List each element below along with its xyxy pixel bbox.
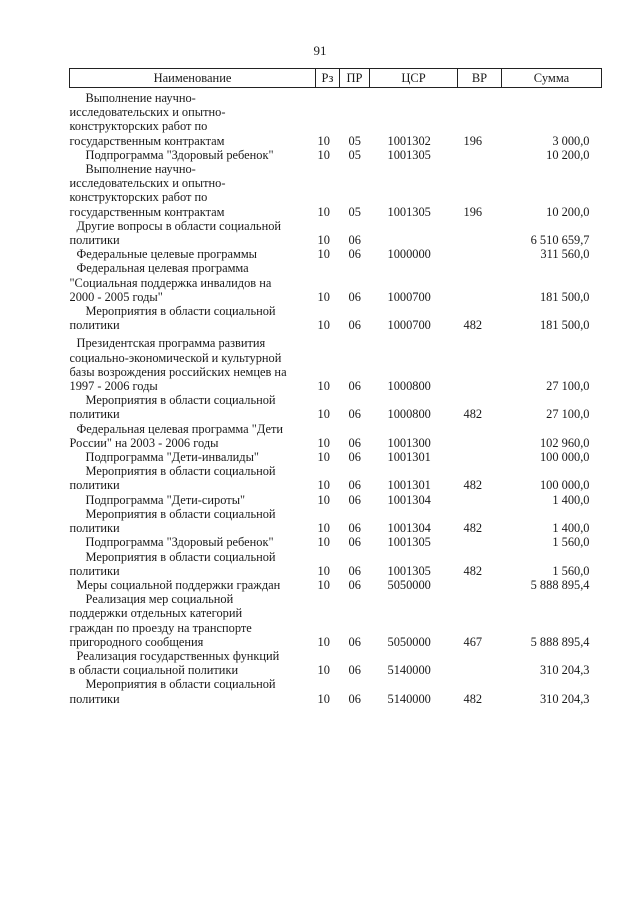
row-csr: 1000800 [387,407,431,422]
page-number: 91 [313,43,327,58]
row-name-line: Мероприятия в области социальной [85,549,276,564]
row-sum: 1 400,0 [552,521,590,536]
table-row [70,592,602,649]
row-vr [458,450,502,464]
row-name [70,422,316,450]
row-rz: 10 [317,563,330,578]
table-row [70,493,602,507]
row-sum: 5 888 895,4 [530,577,590,592]
row-name-line: базы возрождения российских немцев на [69,364,287,379]
row-rz: 10 [317,521,330,536]
row-csr: 1001304 [387,521,431,536]
row-vr: 482 [463,563,483,578]
row-name-line: политики [69,478,120,493]
table-row [70,261,602,304]
row-pr: 06 [348,247,361,262]
table-row [70,422,602,450]
row-sum: 10 200,0 [546,147,590,162]
table-row [70,219,602,247]
row-name-line: политики [69,318,120,333]
row-vr: 467 [463,634,483,649]
table-row [70,535,602,549]
row-vr: 482 [463,478,483,493]
header-pr: ПР [340,69,370,88]
row-csr: 1001305 [387,535,431,550]
row-name-line: Федеральная целевая программа [76,261,249,276]
row-pr: 06 [348,407,361,422]
row-vr: 482 [463,318,483,333]
row-name [70,464,316,492]
row-pr: 06 [348,492,361,507]
row-name [70,261,316,304]
row-name [70,677,316,705]
row-name [70,148,316,162]
table-row [70,336,602,393]
table-row [70,649,602,677]
header-rz: Рз [316,69,340,88]
row-name-line: поддержки отдельных категорий [69,606,243,621]
row-csr: 1001301 [387,450,431,465]
row-csr: 5050000 [387,577,431,592]
row-rz: 10 [317,247,330,262]
row-name-line: 1997 - 2006 годы [69,379,158,394]
table-row [70,550,602,578]
row-pr: 06 [348,563,361,578]
row-rz: 10 [317,289,330,304]
header-vr: ВР [458,69,502,88]
row-sum: 100 000,0 [539,450,590,465]
row-csr: 1000000 [387,247,431,262]
row-name-line: Президентская программа развития [76,336,266,351]
row-csr: 1001305 [387,563,431,578]
row-name-line: политики [69,233,120,248]
row-sum: 181 500,0 [539,289,590,304]
row-name-line: Подпрограмма "Дети-сироты" [85,492,246,507]
row-pr: 06 [348,233,361,248]
budget-table [69,68,602,706]
row-pr: 05 [348,147,361,162]
row-rz: 10 [317,634,330,649]
row-name-line: граждан по проезду на транспорте [69,620,252,635]
row-sum: 5 888 895,4 [530,634,590,649]
row-name-line: Подпрограмма "Здоровый ребенок" [85,147,274,162]
row-csr: 1001305 [387,147,431,162]
row-name [70,507,316,535]
row-pr: 06 [348,521,361,536]
row-name-line: конструкторских работ по [69,190,208,205]
row-csr: 1000800 [387,379,431,394]
row-vr [458,219,502,247]
row-name [70,247,316,261]
row-rz: 10 [317,233,330,248]
row-sum: 1 400,0 [552,492,590,507]
table-row [70,578,602,592]
row-rz: 10 [317,577,330,592]
row-vr [458,336,502,393]
row-pr: 06 [348,691,361,706]
row-name [70,535,316,549]
row-sum: 27 100,0 [546,379,590,394]
row-csr [370,219,458,247]
row-pr: 06 [348,379,361,394]
row-pr: 06 [348,450,361,465]
table-row [70,507,602,535]
row-rz: 10 [317,478,330,493]
row-csr: 5050000 [387,634,431,649]
row-sum: 1 560,0 [552,535,590,550]
row-pr: 06 [348,435,361,450]
row-rz: 10 [317,535,330,550]
row-sum: 27 100,0 [546,407,590,422]
table-row [70,162,602,219]
row-name-line: Другие вопросы в области социальной [76,218,282,233]
row-pr: 06 [348,289,361,304]
row-name-line: политики [69,521,120,536]
row-csr: 5140000 [387,691,431,706]
row-name [70,162,316,219]
row-name-line: "Социальная поддержка инвалидов на [69,275,272,290]
table-row [70,247,602,261]
row-sum: 311 560,0 [540,247,590,262]
row-name-line: Федеральные целевые программы [76,247,258,262]
row-vr: 482 [463,407,483,422]
row-rz: 10 [317,318,330,333]
row-name [70,649,316,677]
row-sum: 1 560,0 [552,563,590,578]
row-pr: 06 [348,535,361,550]
row-name-line: 2000 - 2005 годы" [69,289,163,304]
table-row [70,393,602,421]
row-name-line: Выполнение научно- [85,162,196,177]
row-name [70,393,316,421]
row-rz: 10 [317,379,330,394]
row-name-line: политики [69,407,120,422]
row-vr [458,535,502,549]
row-csr: 1001301 [387,478,431,493]
row-name-line: конструкторских работ по [69,119,208,134]
row-name [70,304,316,332]
row-sum: 181 500,0 [539,318,590,333]
header-sum: Сумма [502,69,602,88]
row-name-line: Реализация мер социальной [85,592,234,607]
row-csr: 1001304 [387,492,431,507]
row-sum: 3 000,0 [552,133,590,148]
row-pr: 06 [348,634,361,649]
row-name-line: России" на 2003 - 2006 годы [69,435,219,450]
row-vr [458,649,502,677]
row-name-line: государственным контрактам [69,133,225,148]
row-vr [458,148,502,162]
row-name-line: пригородного сообщения [69,634,204,649]
row-vr: 196 [463,133,483,148]
row-name [70,550,316,578]
table-row [70,88,602,148]
table-row [70,464,602,492]
row-vr [458,261,502,304]
row-vr: 196 [463,204,483,219]
row-name [70,592,316,649]
row-name-line: исследовательских и опытно- [69,105,226,120]
row-name-line: в области социальной политики [69,663,239,678]
row-name-line: государственным контрактам [69,204,225,219]
row-name-line: Мероприятия в области социальной [85,393,276,408]
row-csr: 1001300 [387,435,431,450]
row-rz: 10 [317,492,330,507]
table-body [70,88,602,706]
row-rz: 10 [317,204,330,219]
row-vr: 482 [463,691,483,706]
row-csr: 1001302 [387,133,431,148]
row-name-line: политики [69,563,120,578]
row-name-line: Мероприятия в области социальной [85,506,276,521]
row-csr: 1000700 [387,318,431,333]
row-name-line: Реализация государственных функций [76,648,280,663]
row-name-line: социально-экономической и культурной [69,350,282,365]
row-csr: 5140000 [387,663,431,678]
row-name [70,493,316,507]
header-csr: ЦСР [370,69,458,88]
row-name-line: Подпрограмма "Дети-инвалиды" [85,450,259,465]
row-name-line: Выполнение научно- [85,91,196,105]
row-rz: 10 [317,407,330,422]
row-rz: 10 [317,147,330,162]
row-csr: 1001305 [387,204,431,219]
table-row [70,450,602,464]
row-name-line: Мероприятия в области социальной [85,677,276,692]
row-sum: 310 204,3 [539,663,590,678]
row-vr [458,247,502,261]
table-header [70,69,602,88]
row-name [70,219,316,247]
row-rz: 10 [317,663,330,678]
header-row [70,69,602,88]
row-name [70,336,316,393]
row-sum: 100 000,0 [539,478,590,493]
row-vr [458,422,502,450]
row-rz: 10 [317,435,330,450]
row-name-line: Мероприятия в области социальной [85,304,276,319]
row-sum: 6 510 659,7 [530,233,590,248]
row-name-line: Меры социальной поддержки граждан [76,577,281,592]
row-name-line: Федеральная целевая программа "Дети [76,421,283,436]
table-row [70,677,602,705]
row-pr: 06 [348,478,361,493]
header-name: Наименование [70,69,316,88]
row-name-line: Мероприятия в области социальной [85,464,276,479]
row-pr: 06 [348,577,361,592]
row-rz: 10 [317,691,330,706]
row-rz: 10 [317,450,330,465]
row-pr: 05 [348,133,361,148]
row-name [70,88,316,148]
row-name-line: исследовательских и опытно- [69,176,226,191]
row-csr: 1000700 [387,289,431,304]
table-row [70,148,602,162]
table-row [70,304,602,332]
row-name-line: политики [69,691,120,706]
row-sum: 102 960,0 [539,435,590,450]
row-pr: 05 [348,204,361,219]
row-pr: 06 [348,318,361,333]
row-name [70,450,316,464]
row-sum: 10 200,0 [546,204,590,219]
row-pr: 06 [348,663,361,678]
row-vr [458,578,502,592]
row-sum: 310 204,3 [539,691,590,706]
row-vr: 482 [463,521,483,536]
row-name [70,578,316,592]
row-rz: 10 [317,133,330,148]
row-name-line: Подпрограмма "Здоровый ребенок" [85,535,274,550]
row-vr [458,493,502,507]
